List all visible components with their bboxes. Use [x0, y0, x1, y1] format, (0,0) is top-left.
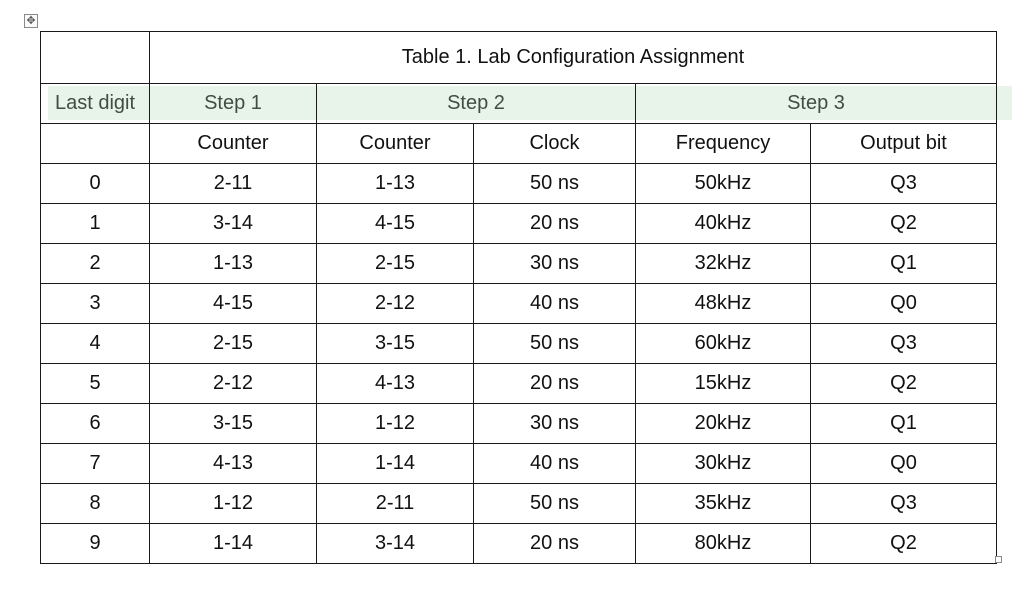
table-row	[41, 404, 997, 444]
step2-counter-cell: 2-15	[317, 244, 474, 284]
step1-counter-cell: 3-15	[150, 404, 317, 444]
step2-counter-cell: 1-14	[317, 444, 474, 484]
last-digit-cell: 7	[41, 444, 150, 484]
step2-clock-cell: 30 ns	[474, 244, 636, 284]
step1-counter-cell: 4-15	[150, 284, 317, 324]
title-blank-cell	[41, 32, 150, 84]
last-digit-cell: 6	[41, 404, 150, 444]
step3-output-bit-cell: Q3	[811, 324, 997, 364]
table-row	[41, 524, 997, 564]
step3-frequency-cell: 30kHz	[636, 444, 811, 484]
table-row	[41, 284, 997, 324]
step1-counter-cell: 2-11	[150, 164, 317, 204]
table-row	[41, 364, 997, 404]
last-digit-cell: 8	[41, 484, 150, 524]
table-row	[41, 164, 997, 204]
sub-header-blank	[41, 124, 150, 164]
step1-counter-cell: 1-14	[150, 524, 317, 564]
step3-output-bit-cell: Q3	[811, 484, 997, 524]
step3-output-bit-cell: Q1	[811, 404, 997, 444]
step3-frequency-cell: 48kHz	[636, 284, 811, 324]
step2-clock-cell: 20 ns	[474, 524, 636, 564]
step3-output-bit-cell: Q3	[811, 164, 997, 204]
sub-header-step1-counter: Counter	[150, 124, 317, 164]
table-resize-handle-icon[interactable]	[995, 556, 1002, 563]
header-step-1: Step 1	[150, 84, 317, 124]
step3-frequency-cell: 80kHz	[636, 524, 811, 564]
step2-counter-cell: 1-12	[317, 404, 474, 444]
step1-counter-cell: 4-13	[150, 444, 317, 484]
step3-frequency-cell: 35kHz	[636, 484, 811, 524]
table-row	[41, 324, 997, 364]
header-step-3: Step 3	[636, 84, 997, 124]
header-step-2: Step 2	[317, 84, 636, 124]
step3-frequency-cell: 50kHz	[636, 164, 811, 204]
sub-header-row	[41, 124, 997, 164]
step2-counter-cell: 3-15	[317, 324, 474, 364]
title-row	[41, 32, 997, 84]
sub-header-step2-clock: Clock	[474, 124, 636, 164]
step3-output-bit-cell: Q2	[811, 364, 997, 404]
last-digit-cell: 4	[41, 324, 150, 364]
step3-frequency-cell: 20kHz	[636, 404, 811, 444]
sub-header-step3-frequency: Frequency	[636, 124, 811, 164]
step2-clock-cell: 50 ns	[474, 164, 636, 204]
step3-output-bit-cell: Q0	[811, 444, 997, 484]
step2-clock-cell: 40 ns	[474, 284, 636, 324]
group-header-row	[41, 84, 997, 124]
last-digit-cell: 5	[41, 364, 150, 404]
step1-counter-cell: 2-12	[150, 364, 317, 404]
step1-counter-cell: 3-14	[150, 204, 317, 244]
step1-counter-cell: 2-15	[150, 324, 317, 364]
step2-counter-cell: 2-12	[317, 284, 474, 324]
sub-header-step2-counter: Counter	[317, 124, 474, 164]
last-digit-cell: 9	[41, 524, 150, 564]
step3-output-bit-cell: Q0	[811, 284, 997, 324]
step3-frequency-cell: 15kHz	[636, 364, 811, 404]
table-row	[41, 244, 997, 284]
step2-clock-cell: 20 ns	[474, 204, 636, 244]
sub-header-step3-output-bit: Output bit	[811, 124, 997, 164]
table-row	[41, 484, 997, 524]
last-digit-cell: 2	[41, 244, 150, 284]
step3-frequency-cell: 32kHz	[636, 244, 811, 284]
table-row	[41, 444, 997, 484]
last-digit-cell: 0	[41, 164, 150, 204]
last-digit-cell: 3	[41, 284, 150, 324]
table-row	[41, 204, 997, 244]
step3-output-bit-cell: Q2	[811, 204, 997, 244]
step2-counter-cell: 4-15	[317, 204, 474, 244]
step2-clock-cell: 40 ns	[474, 444, 636, 484]
step1-counter-cell: 1-12	[150, 484, 317, 524]
step2-clock-cell: 50 ns	[474, 324, 636, 364]
step1-counter-cell: 1-13	[150, 244, 317, 284]
lab-configuration-table	[40, 31, 997, 564]
step2-clock-cell: 20 ns	[474, 364, 636, 404]
step2-clock-cell: 30 ns	[474, 404, 636, 444]
step3-output-bit-cell: Q2	[811, 524, 997, 564]
table-move-handle-icon[interactable]: ✥	[24, 14, 38, 28]
step2-clock-cell: 50 ns	[474, 484, 636, 524]
step3-output-bit-cell: Q1	[811, 244, 997, 284]
step2-counter-cell: 3-14	[317, 524, 474, 564]
step2-counter-cell: 2-11	[317, 484, 474, 524]
header-last-digit: Last digit	[41, 84, 150, 124]
last-digit-cell: 1	[41, 204, 150, 244]
step2-counter-cell: 4-13	[317, 364, 474, 404]
step3-frequency-cell: 60kHz	[636, 324, 811, 364]
table-title: Table 1. Lab Configuration Assignment	[150, 32, 997, 84]
step3-frequency-cell: 40kHz	[636, 204, 811, 244]
step2-counter-cell: 1-13	[317, 164, 474, 204]
